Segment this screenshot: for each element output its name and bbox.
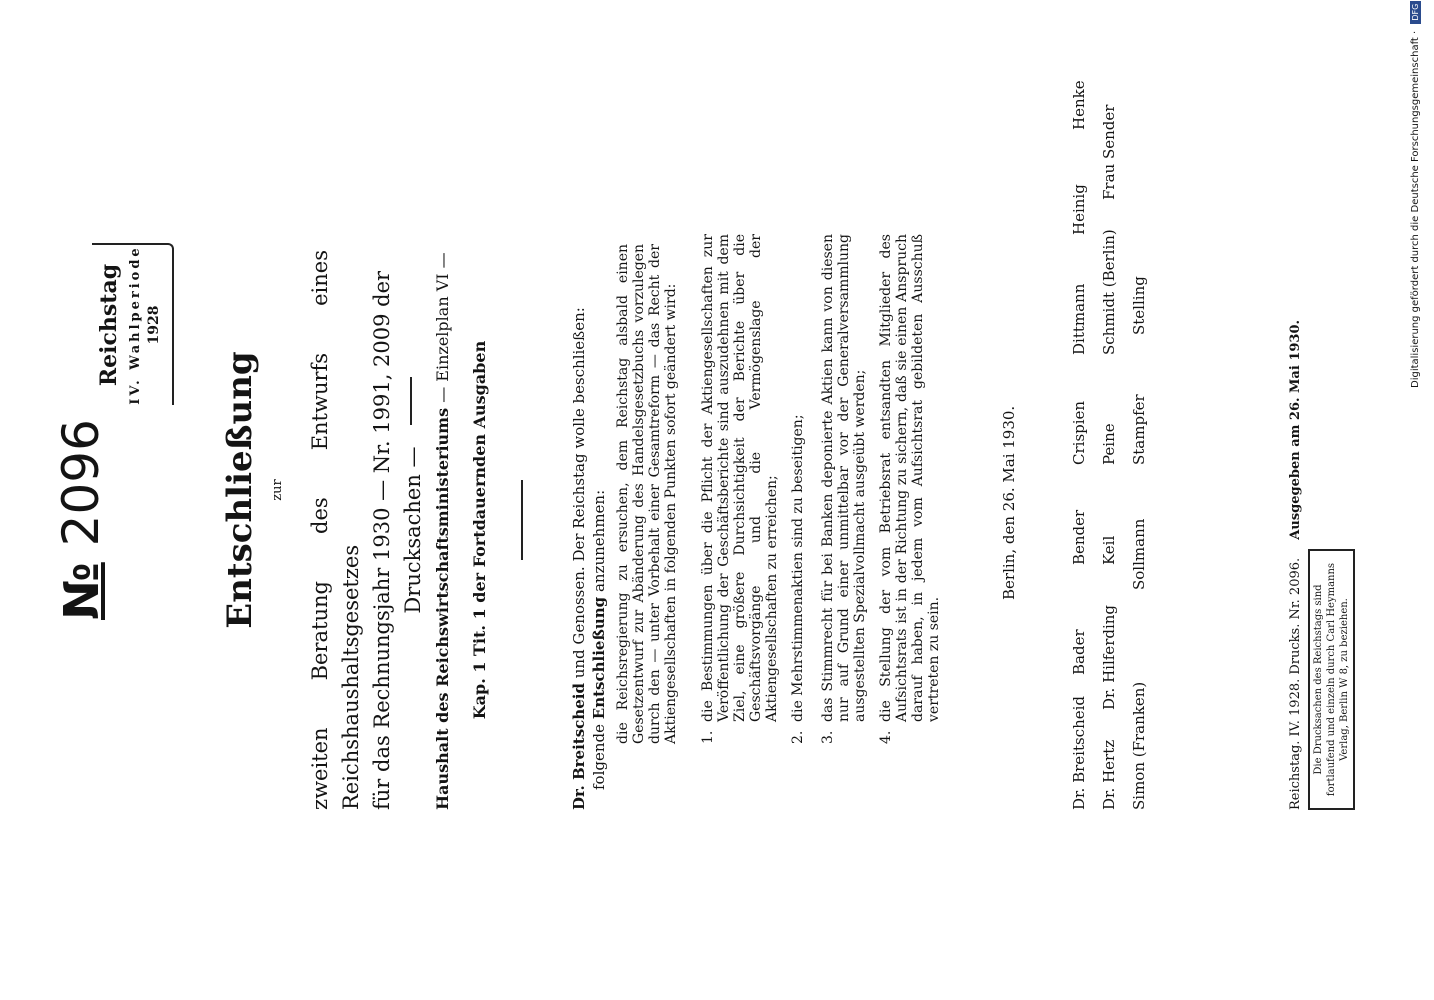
- date-line: Berlin, den 26. Mai 1930.: [1000, 405, 1018, 600]
- subject-text: [305, 250, 429, 810]
- divider: [521, 480, 523, 560]
- item-text: die Stellung der vom Betriebsrat entsandten Mitglieder des Aufsichtsrats ist in der Richtung zu sichern, daß sie einen Anspruch darauf haben, in jedem vom Aufsichtsrat gebildeten Ausschuß vertreten zu sein.: [878, 234, 942, 722]
- signer-name: Frau Sender: [1100, 104, 1118, 200]
- motion-line: [570, 307, 588, 810]
- signer-name: Henke: [1070, 80, 1088, 130]
- signer-name: Crispien: [1070, 400, 1088, 465]
- dfg-text: Digitalisierung gefördert durch die Deutsche Forschungsgemeinschaft ·: [1410, 30, 1421, 388]
- dfg-logo: DFG: [1410, 1, 1421, 24]
- resolution-line: [590, 490, 608, 790]
- number-value: 2096: [52, 419, 110, 547]
- resolution-item: [700, 234, 780, 744]
- signer-name: Simon (Franken): [1130, 681, 1148, 810]
- budget-heading-bold: Haushalt des Reichswirtschaftsministeriums: [433, 407, 452, 810]
- reichstag-label: Reichstag: [96, 263, 122, 387]
- footer-reference: Reichstag. IV. 1928. Drucks. Nr. 2096.: [1288, 557, 1303, 810]
- signer-name: Peine: [1100, 423, 1118, 465]
- subject-line-1: zweiten Beratung des Entwurfs eines Reichshaushaltsgesetzes: [308, 250, 363, 810]
- item-number: 4.: [878, 730, 894, 744]
- signer-name: Dittmann: [1070, 283, 1088, 355]
- signer-name: Bader: [1070, 629, 1088, 675]
- chapter-heading: Kap. 1 Tit. 1 der Fortdauernden Ausgaben: [470, 340, 489, 720]
- resolution-item: [790, 234, 806, 744]
- number-prefix: №: [54, 562, 110, 620]
- resolution-pre: folgende: [590, 724, 608, 790]
- dfg-credit: [1410, 1, 1421, 388]
- signer-name: Sollmann: [1130, 518, 1148, 590]
- title-connector: zur: [270, 479, 285, 501]
- wahlperiode-year: 1928: [146, 305, 162, 345]
- resolution-intro: die Reichsregierung zu ersuchen, dem Reichstag alsbald einen Gesetzentwurf zur Abänderung des Handelsgesetzbuchs vorzulegen durch den — unter Vorbehalt einer Gesamtreform — das Recht der Aktiengesellschaften in folgenden Punkten sofort geändert wird:: [615, 244, 679, 744]
- signer-name: Heinig: [1070, 184, 1088, 235]
- resolution-item: [820, 234, 868, 744]
- signer-name: Bender: [1070, 509, 1088, 565]
- publisher-note: Die Drucksachen des Reichstags sind fortlaufend und einzeln durch Carl Heymanns Verlag, Berlin W 8, zu beziehen.: [1308, 549, 1355, 810]
- signer-name: Dr. Breitscheid: [1070, 695, 1088, 810]
- signer-name: Stampfer: [1130, 394, 1148, 465]
- resolution-item: [878, 234, 942, 744]
- item-number: 1.: [700, 730, 716, 744]
- footer-issue-date: Ausgegeben am 26. Mai 1930.: [1288, 319, 1303, 540]
- motion-author: Dr. Breitscheid: [570, 683, 588, 810]
- signer-name: Dr. Hertz: [1100, 739, 1118, 810]
- wahlperiode-label: IV. Wahlperiode: [128, 245, 143, 405]
- item-number: 2.: [790, 730, 806, 744]
- resolution-post: anzunehmen:: [590, 489, 608, 593]
- signer-name: Schmidt (Berlin): [1100, 229, 1118, 355]
- signer-name: Stelling: [1130, 276, 1148, 335]
- item-text: die Mehrstimmenaktien sind zu beseitigen;: [790, 414, 806, 722]
- item-text: die Bestimmungen über die Pflicht der Aktiengesellschaften zur Veröffentlichung der Geschäftsberichte sind auszudehnen mit dem Ziel, eine größere Durchsichtigkeit der Berichte über die Geschäftsvorgänge und die Vermögenslage der Aktiengesellschaften zu erreichen;: [700, 234, 780, 722]
- budget-heading-rest: — Einzelplan VI —: [433, 252, 452, 403]
- subject-line-3: Drucksachen —: [401, 446, 425, 614]
- budget-heading: [433, 250, 452, 810]
- subject-line-2: für das Rechnungsjahr 1930 — Nr. 1991, 2009 der: [370, 270, 394, 810]
- item-number: 3.: [820, 730, 836, 744]
- divider: [410, 377, 412, 425]
- resolution-bold: Entschließung: [590, 596, 608, 720]
- motion-text: und Genossen. Der Reichstag wolle beschließen:: [570, 307, 588, 679]
- document-title: Entschließung: [220, 351, 260, 629]
- signer-name: Keil: [1100, 535, 1118, 565]
- footer-line: [1288, 250, 1303, 810]
- item-text: das Stimmrecht für bei Banken deponierte Aktien kann von diesen nur auf Grund einer unmittelbar vor der Generalversammlung ausgestellten Spezialvollmacht ausgeübt werden;: [820, 234, 868, 722]
- signer-name: Dr. Hilferding: [1100, 604, 1118, 710]
- document-number: [52, 419, 110, 620]
